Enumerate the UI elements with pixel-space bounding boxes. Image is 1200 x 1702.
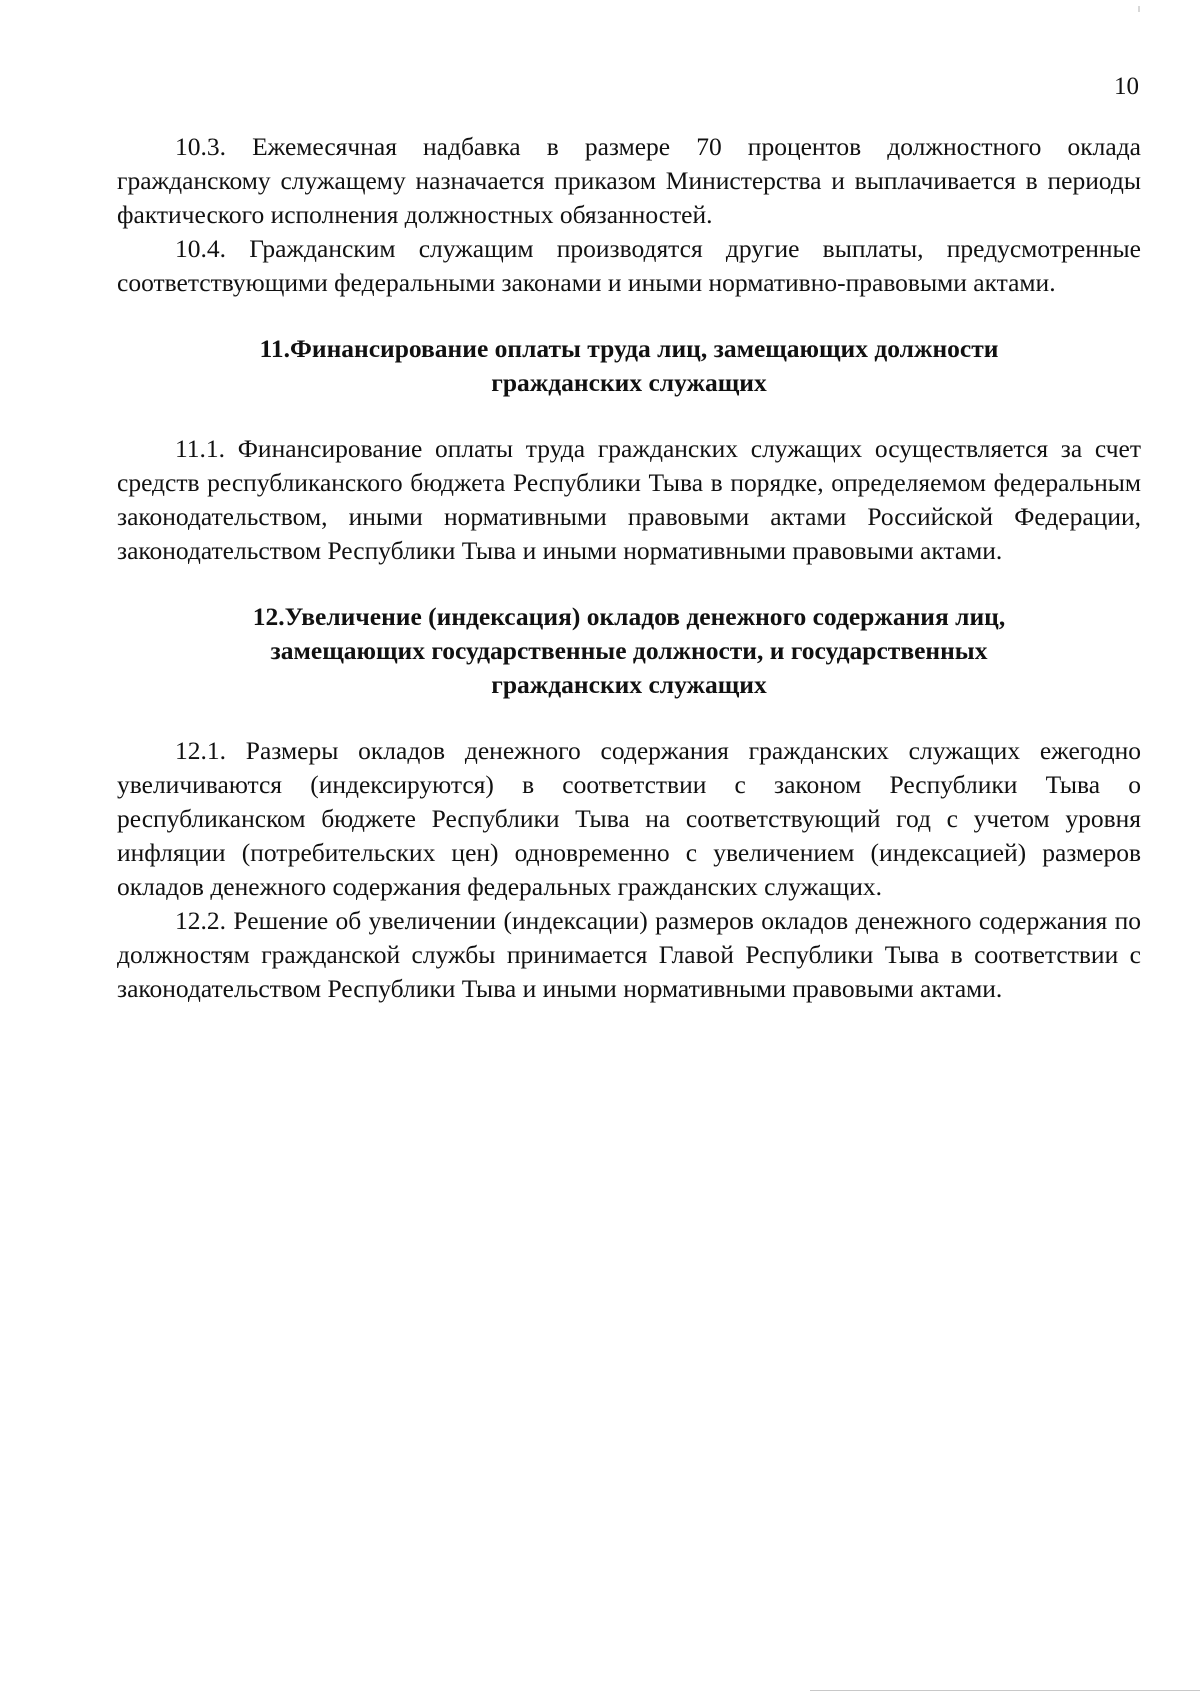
scan-artifact-dot xyxy=(1138,6,1140,12)
spacer xyxy=(117,400,1141,432)
page-number: 10 xyxy=(1114,73,1139,100)
section-title-12-line-2: замещающих государственные должности, и государственных xyxy=(270,636,988,665)
spacer xyxy=(117,568,1141,600)
section-title-12-line-3: гражданских служащих xyxy=(491,670,767,699)
paragraph-10-3: 10.3. Ежемесячная надбавка в размере 70 процентов должностного оклада гражданскому служащему назначается приказом Министерства и выплачивается в периоды фактического исполнения должностных обязанностей. xyxy=(117,132,1141,229)
section-title-11 xyxy=(117,332,1141,400)
section-title-11-line-1: 11.Финансирование оплаты труда лиц, замещающих должности xyxy=(259,334,999,363)
paragraph-11-1: 11.1. Финансирование оплаты труда гражданских служащих осуществляется за счет средств республиканского бюджета Республики Тыва в порядке, определяемом федеральным законодательством, иными нормативными правовыми актами Российской Федерации, законодательством Республики Тыва и иными нормативными правовыми актами. xyxy=(117,434,1141,565)
section-title-12-line-1: 12.Увеличение (индексация) окладов денежного содержания лиц, xyxy=(252,602,1006,631)
paragraph-12-1: 12.1. Размеры окладов денежного содержания гражданских служащих ежегодно увеличиваются (индексируются) в соответствии с законом Республики Тыва о республиканском бюджете Республики Тыва на соответствующий год с учетом уровня инфляции (потребительских цен) одновременно с увеличением (индексацией) размеров окладов денежного содержания федеральных гражданских служащих. xyxy=(117,736,1141,901)
spacer xyxy=(117,300,1141,332)
document-body xyxy=(117,130,1141,1006)
section-title-11-line-2: гражданских служащих xyxy=(491,368,767,397)
scan-artifact-line xyxy=(810,1690,1200,1691)
spacer xyxy=(117,702,1141,734)
section-title-12 xyxy=(117,600,1141,702)
paragraph-12-2: 12.2. Решение об увеличении (индексации) размеров окладов денежного содержания по должностям гражданской службы принимается Главой Республики Тыва в соответствии с законодательством Республики Тыва и иными нормативными правовыми актами. xyxy=(117,906,1141,1003)
paragraph-10-4: 10.4. Гражданским служащим производятся другие выплаты, предусмотренные соответствующими федеральными законами и иными нормативно-правовыми актами. xyxy=(117,234,1141,297)
